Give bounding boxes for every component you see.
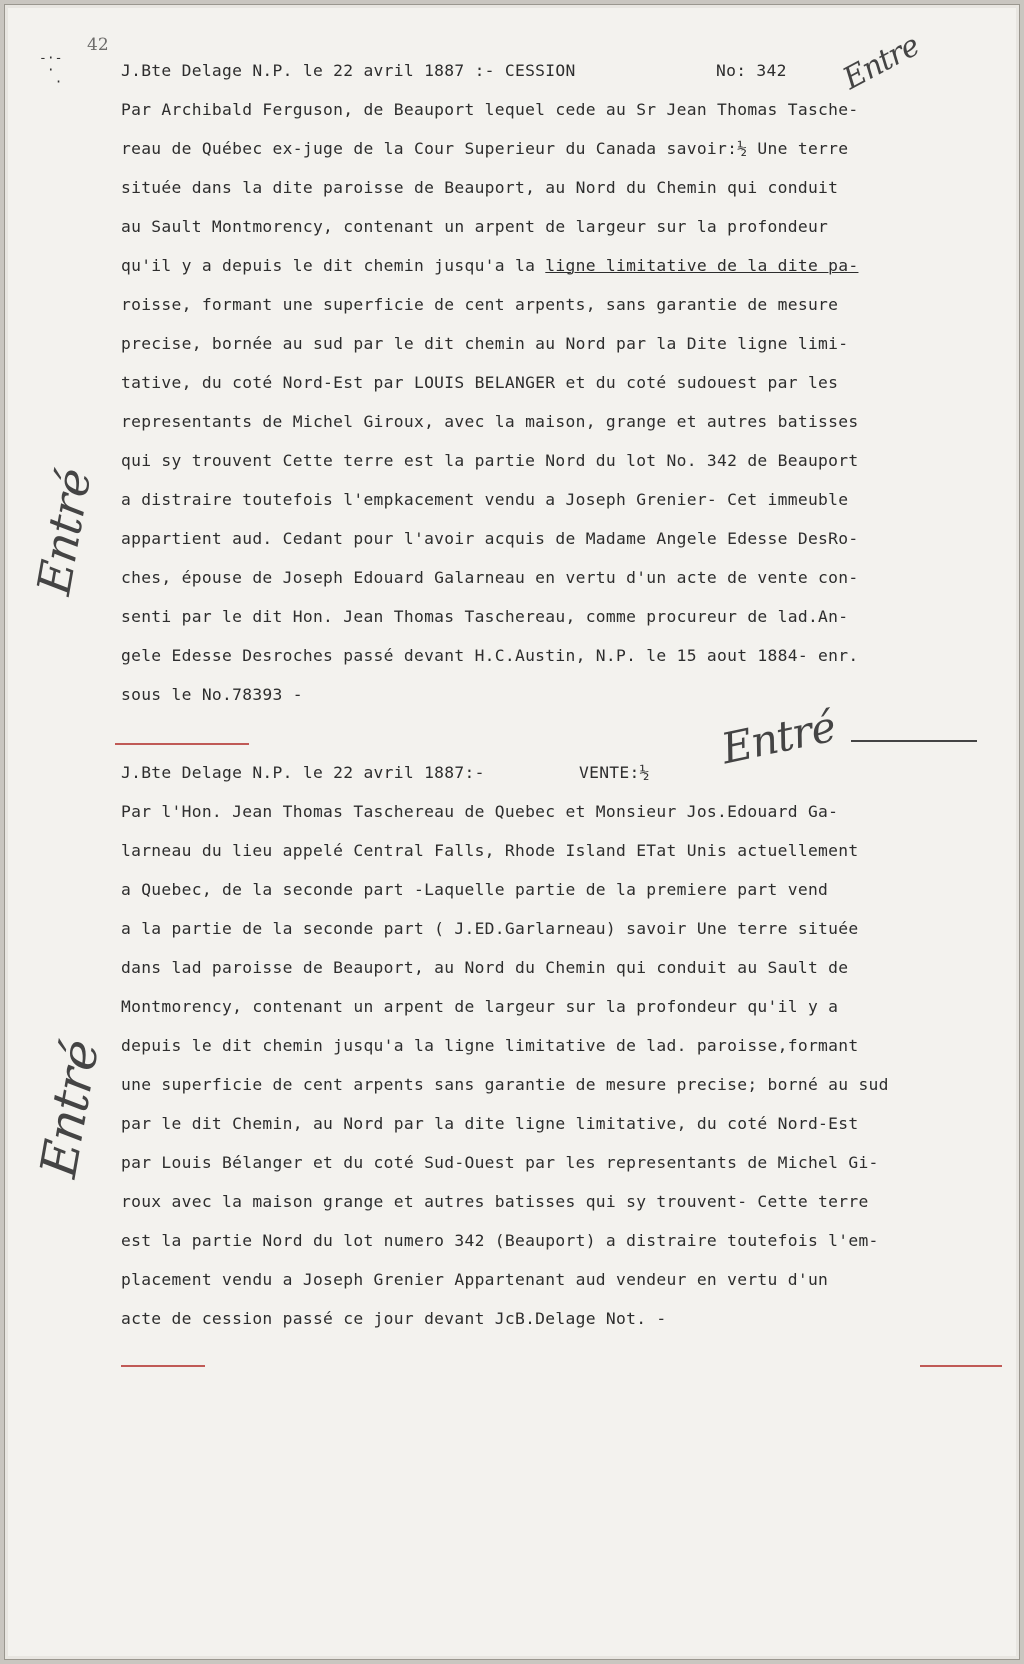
text-line: representants de Michel Giroux, avec la maison, grange et autres batisses [121, 412, 859, 431]
entry-body [121, 90, 999, 714]
entry-header-left: J.Bte Delage N.P. le 22 avril 1887 :- CESSION [121, 61, 576, 80]
text-line: Montmorency, contenant un arpent de largeur sur la profondeur qu'il y a [121, 997, 839, 1016]
text-line: par le dit Chemin, au Nord par la dite ligne limitative, du coté Nord-Est [121, 1114, 859, 1133]
text-line: Par Archibald Ferguson, de Beauport lequel cede au Sr Jean Thomas Tasche- [121, 100, 859, 119]
underlined-phrase: ligne limitative de la dite pa- [545, 256, 859, 275]
text-line: a la partie de la seconde part ( J.ED.Garlarneau) savoir Une terre située [121, 919, 859, 938]
red-rule-left-2 [121, 1365, 205, 1367]
text-line: par Louis Bélanger et du coté Sud-Ouest par les representants de Michel Gi- [121, 1153, 879, 1172]
entry-body [121, 792, 999, 1338]
page-number: 42 [87, 35, 109, 55]
margin-dots: -·- · · [39, 51, 63, 90]
text-line: qu'il y a depuis le dit chemin jusqu'a la ligne limitative de la dite pa- [121, 256, 859, 275]
text-line: dans lad paroisse de Beauport, au Nord du Chemin qui conduit au Sault de [121, 958, 849, 977]
text-line: une superficie de cent arpents sans garantie de mesure precise; borné au sud [121, 1075, 889, 1094]
entry-cession [121, 51, 999, 714]
text-line: qui sy trouvent Cette terre est la partie Nord du lot No. 342 de Beauport [121, 451, 859, 470]
red-rule-right-2 [920, 1365, 1002, 1367]
text-line: depuis le dit chemin jusqu'a la ligne limitative de lad. paroisse,formant [121, 1036, 859, 1055]
text-line: appartient aud. Cedant pour l'avoir acquis de Madame Angele Edesse DesRo- [121, 529, 859, 548]
text-line: gele Edesse Desroches passé devant H.C.Austin, N.P. le 15 aout 1884- enr. [121, 646, 859, 665]
text-line: Par l'Hon. Jean Thomas Taschereau de Quebec et Monsieur Jos.Edouard Ga- [121, 802, 839, 821]
entry-header-left: J.Bte Delage N.P. le 22 avril 1887:- [121, 763, 485, 782]
text-line: située dans la dite paroisse de Beauport, au Nord du Chemin qui conduit [121, 178, 839, 197]
handwritten-annotation-left-2: Entré [29, 1036, 111, 1182]
text-line: a Quebec, de la seconde part -Laquelle partie de la premiere part vend [121, 880, 829, 899]
handwritten-annotation-top-right: Entre [837, 28, 925, 97]
text-line: ches, épouse de Joseph Edouard Galarneau en vertu d'un acte de vente con- [121, 568, 859, 587]
text-line: placement vendu a Joseph Grenier Appartenant aud vendeur en vertu d'un [121, 1270, 829, 1289]
entry-type: VENTE:½ [579, 763, 650, 782]
handwritten-annotation-middle: Entré [717, 701, 840, 774]
red-rule-left-1 [115, 743, 249, 745]
text-line: larneau du lieu appelé Central Falls, Rhode Island ETat Unis actuellement [121, 841, 859, 860]
entry-vente [121, 753, 999, 1338]
text-line: tative, du coté Nord-Est par LOUIS BELANGER et du coté sudouest par les [121, 373, 839, 392]
text-line: roisse, formant une superficie de cent arpents, sans garantie de mesure [121, 295, 839, 314]
text-line: a distraire toutefois l'empkacement vendu a Joseph Grenier- Cet immeuble [121, 490, 849, 509]
text-line: reau de Québec ex-juge de la Cour Superieur du Canada savoir:½ Une terre [121, 139, 849, 158]
document-page [4, 4, 1020, 1660]
text-line: est la partie Nord du lot numero 342 (Beauport) a distraire toutefois l'em- [121, 1231, 879, 1250]
text-line: au Sault Montmorency, contenant un arpent de largeur sur la profondeur [121, 217, 829, 236]
black-rule-right-1 [851, 740, 977, 742]
entry-number: No: 342 [716, 61, 787, 80]
text-line: sous le No.78393 - [121, 685, 303, 704]
text-line: roux avec la maison grange et autres batisses qui sy trouvent- Cette terre [121, 1192, 869, 1211]
text-line: precise, bornée au sud par le dit chemin au Nord par la Dite ligne limi- [121, 334, 849, 353]
text-line: senti par le dit Hon. Jean Thomas Taschereau, comme procureur de lad.An- [121, 607, 849, 626]
handwritten-annotation-left-1: Entré [26, 465, 102, 599]
text-line: acte de cession passé ce jour devant JcB.Delage Not. - [121, 1309, 667, 1328]
entry-header [121, 51, 999, 90]
entry-header [121, 753, 999, 792]
